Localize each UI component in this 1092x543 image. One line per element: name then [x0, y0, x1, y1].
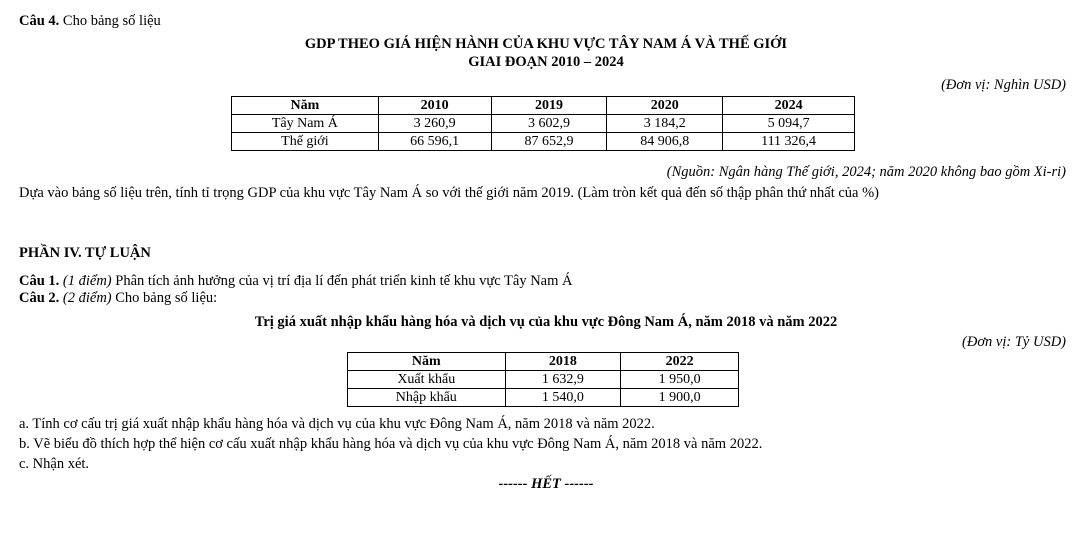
q4-intro: Cho bảng số liệu — [62, 13, 161, 29]
c2-unit: (Đơn vị: Tỷ USD) — [962, 334, 1066, 350]
c2-item-a: a. Tính cơ cấu trị giá xuất nhập khẩu hàng hóa và dịch vụ của khu vực Đông Nam Á, năm 2018 và năm 2022. — [19, 416, 655, 432]
table-cell: 111 326,4 — [723, 133, 855, 151]
q4-intro-line — [19, 13, 161, 30]
c2-text: Cho bảng số liệu: — [111, 290, 218, 306]
table-cell: 3 602,9 — [491, 115, 607, 133]
c2-label: Câu 2. — [19, 290, 60, 306]
c2-trade-table — [347, 352, 739, 407]
table-row — [232, 115, 855, 133]
table-header-cell: 2018 — [505, 353, 621, 371]
table-cell: Tây Nam Á — [232, 115, 379, 133]
table-header-row — [348, 353, 739, 371]
c1-text: Phân tích ảnh hưởng của vị trí địa lí đến phát triển kinh tế khu vực Tây Nam Á — [111, 273, 573, 289]
table-row — [348, 389, 739, 407]
table-header-row — [232, 97, 855, 115]
c1-label: Câu 1. — [19, 273, 60, 289]
q4-unit: (Đơn vị: Nghìn USD) — [941, 77, 1066, 93]
table-cell: 1 632,9 — [505, 371, 621, 389]
table-cell: Xuất khẩu — [348, 371, 506, 389]
table-header-cell: 2020 — [607, 97, 723, 115]
table-header-cell: Năm — [232, 97, 379, 115]
c2-table-title: Trị giá xuất nhập khẩu hàng hóa và dịch vụ của khu vực Đông Nam Á, năm 2018 và năm 2022 — [254, 314, 838, 330]
q4-source: (Nguồn: Ngân hàng Thế giới, 2024; năm 2020 không bao gồm Xi-ri) — [666, 164, 1066, 180]
c2-points: (2 điểm) — [62, 290, 112, 306]
part4-heading: PHẦN IV. TỰ LUẬN — [19, 245, 151, 261]
c2-item-b: b. Vẽ biểu đồ thích hợp thể hiện cơ cấu xuất nhập khẩu hàng hóa và dịch vụ của khu vực Đông Nam Á, năm 2018 và năm 2022. — [19, 436, 763, 452]
part4-c1-line — [19, 273, 572, 290]
table-cell: 1 540,0 — [505, 389, 621, 407]
c2-item-c: c. Nhận xét. — [19, 456, 90, 472]
q4-title-line2: GIAI ĐOẠN 2010 – 2024 — [468, 54, 624, 70]
table-row — [232, 133, 855, 151]
table-cell: 66 596,1 — [378, 133, 491, 151]
table-cell: 3 184,2 — [607, 115, 723, 133]
q4-question: Dựa vào bảng số liệu trên, tính tỉ trọng GDP của khu vực Tây Nam Á so với thế giới năm 2019. (Làm tròn kết quả đến số thập phân thứ nhất của %) — [19, 185, 879, 201]
table-cell: 1 950,0 — [621, 371, 739, 389]
table-header-cell: 2022 — [621, 353, 739, 371]
table-header-cell: 2019 — [491, 97, 607, 115]
end-marker: ------ HẾT ------ — [498, 476, 594, 492]
table-cell: Thế giới — [232, 133, 379, 151]
table-cell: 3 260,9 — [378, 115, 491, 133]
table-header-cell: 2010 — [378, 97, 491, 115]
table-cell: 87 652,9 — [491, 133, 607, 151]
q4-label: Câu 4. — [19, 13, 60, 29]
q4-title-line1: GDP THEO GIÁ HIỆN HÀNH CỦA KHU VỰC TÂY NAM Á VÀ THẾ GIỚI — [304, 36, 788, 52]
q4-gdp-table — [231, 96, 855, 151]
table-cell: 5 094,7 — [723, 115, 855, 133]
table-header-cell: Năm — [348, 353, 506, 371]
table-row — [348, 371, 739, 389]
table-header-cell: 2024 — [723, 97, 855, 115]
part4-c2-line — [19, 290, 217, 307]
table-cell: 1 900,0 — [621, 389, 739, 407]
c1-points: (1 điểm) — [62, 273, 112, 289]
table-cell: Nhập khẩu — [348, 389, 506, 407]
table-cell: 84 906,8 — [607, 133, 723, 151]
